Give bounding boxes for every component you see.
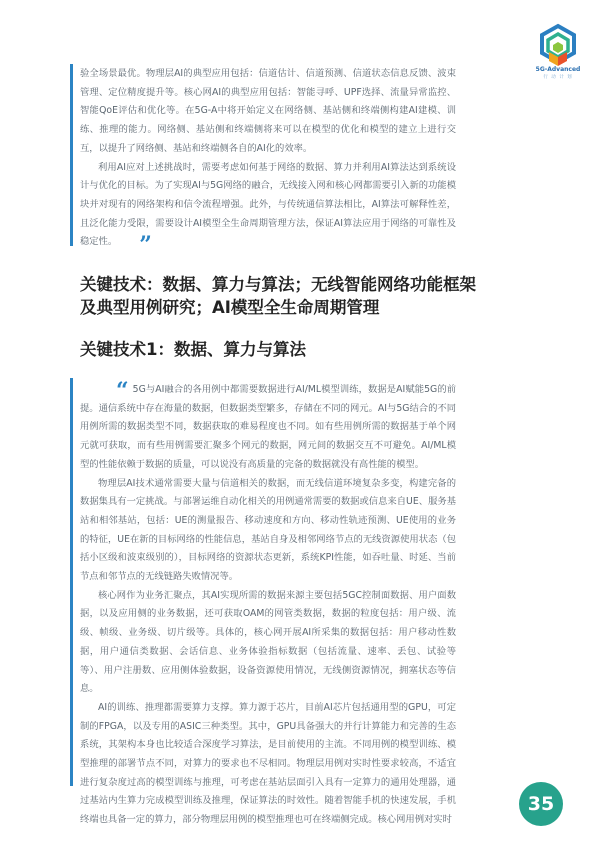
quote-block-2 — [80, 378, 456, 830]
paragraph: AI的训练、推理都需要算力支撑。算力源于芯片，目前AI芯片包括通用型的GPU，可定制的FPGA，以及专用的ASIC三种类型。其中，GPU具备强大的并行计算能力和完善的生态系统，其架构本身也比较适合深度学习算法，是目前使用的主流。不同用例的模型训练、模型推理的部署节点不同，对算力的要求也不尽相同。物理层用例对实时性要求较高，不适宜进行复杂度过高的模型训练与推理，可考虑在基站层面引入具有一定算力的通用处理器，通过基站内生算力完成模型训练及推理，保证算法的时效性。随着智能手机的快速发展，手机终端也具备一定的算力，部分物理层用例的模型推理也可在终端侧完成。核心网用例对实时 — [80, 701, 456, 826]
close-quote-icon: ” — [139, 232, 152, 259]
open-quote-icon: “ — [116, 378, 129, 404]
paragraph-text: 5G与AI融合的各用例中都需要数据进行AI/ML模型训练，数据是AI赋能5G的前提。通信系统中存在海量的数据，但数据类型繁多，存储在不同的网元。AI与5G结合的不同用例所需的数据类型不同，数据获取的难易程度也不同。如有些用例所需的数据基于单个网元就可获取，而有些用例需要汇聚多个网元的数据，网元间的数据交互不可避免。AI/ML模型的性能依赖于数据的质量，可以说没有高质量的完备的数据就没有高性能的模型。 — [80, 384, 456, 470]
paragraph — [80, 159, 456, 259]
logo-subtext: 行 动 计 划 — [543, 75, 573, 80]
paragraph-text: 利用AI应对上述挑战时，需要考虑如何基于网络的数据、算力并利用AI算法达到系统设计与优化的目标。为了实现AI与5G网络的融合，无线接入网和核心网都需要引入新的功能模块并对现有的网络架构和信令流程增强。此外，与传统通信算法相比，AI算法可解释性差，且泛化能力受限，需要设计AI模型全生命周期管理方法，保证AI算法应用于网络的可靠性及稳定性。 — [80, 161, 456, 248]
paragraph — [80, 378, 456, 475]
subsection-heading: 关键技术1：数据、算力与算法 — [80, 340, 306, 359]
paragraph: 物理层AI技术通常需要大量与信道相关的数据，而无线信道环境复杂多变，构建完备的数据集具有一定挑战。与部署运维自动化相关的用例通常需要的数据或信息来自UE、服务基站和相邻基站，包括：UE的测量报告、移动速度和方向、移动性轨迹预测、UE使用的业务的特征，UE在新的目标网络的性能信息，基站自身及相邻网络节点的无线资源使用状态（包括小区级和波束级别的），目标网络的资源状态更新，系统KPI性能，如吞吐量、时延、当前节点和邻节点的无线链路失败情况等。 — [80, 477, 456, 583]
quote-block-1 — [80, 65, 456, 259]
page-number-badge: 35 — [519, 782, 563, 826]
quote-accent-bar — [70, 378, 73, 786]
paragraph: 验全场景最优。物理层AI的典型应用包括：信道估计、信道预测、信道状态信息反馈、波束管理、定位精度提升等。核心网AI的典型应用包括：智能寻呼、UPF选择、流量异常监控、智能QoE评估和优化等。在5G-A中将开始定义在网络侧、基站侧和终端侧构建AI建模、训练、推理的能力。网络侧、基站侧和终端侧将来可以在模型的优化和模型的建立上进行交互，以提升了网络侧、基站和终端侧各自的AI化的效率。 — [80, 68, 456, 154]
section-heading: 关键技术：数据、算力与算法；无线智能网络功能框架及典型用例研究；AI模型全生命周期管理 — [80, 275, 476, 317]
logo-text: 5G-Advanced — [535, 66, 581, 73]
paragraph: 核心网作为业务汇聚点，其AI实现所需的数据来源主要包括5GC控制面数据、用户面数据，以及应用侧的业务数据，还可获取OAM的网管类数据，数据的粒度包括：用户级、流级、帧级、业务级、切片级等。具体的，核心网开展AI所采集的数据包括：用户移动性数据，用户通信类数据、会话信息、业务体验指标数据（包括流量、速率、丢包、试验等等）、用户注册数、应用侧体验数据，设备资源使用情况，无线侧资源情况，拥塞状态等信息。 — [80, 589, 456, 695]
quote-accent-bar — [70, 64, 73, 246]
